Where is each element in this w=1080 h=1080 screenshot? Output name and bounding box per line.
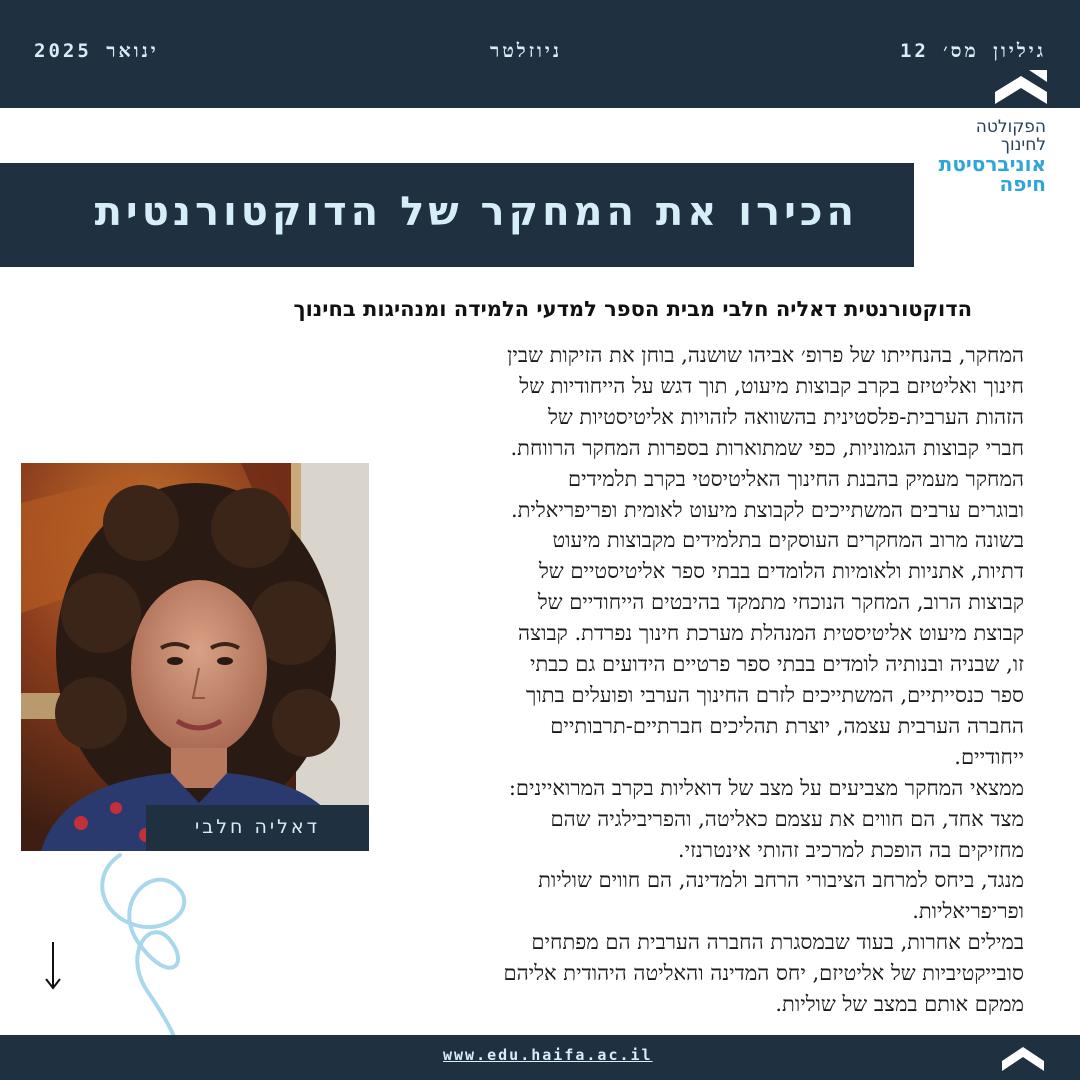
top-header-bar xyxy=(0,0,1080,108)
body-line: דתיות, אתניות ולאומיות הלומדים בבתי ספר אליטיסטיים של xyxy=(538,559,1024,584)
chevron-up-icon xyxy=(995,70,1047,104)
body-line: המחקר, בהנחייתו של פרופ׳ אביהו שושנה, בוחן את הזיקות שבין xyxy=(507,343,1024,367)
decorative-swirl xyxy=(80,845,220,1055)
article-subtitle: הדוקטורנטית דאליה חלבי מבית הספר למדעי הלמידה ומנהיגות בחינוך xyxy=(293,297,972,321)
body-line: מחזיקים בה הופכת למרכיב זהותי אינטרנזי. xyxy=(677,837,1024,862)
body-line: החברה הערבית עצמה, יוצרת תהליכים חברתיים-תרבותיים xyxy=(550,713,1024,738)
university-name-line1: אוניברסיטת xyxy=(938,152,1046,176)
portrait-photo xyxy=(21,463,369,851)
photo-caption-text: דאליה חלבי xyxy=(194,816,321,838)
body-line: המחקר מעמיק בהבנת החינוך האליטיסטי בקרב תלמידים xyxy=(567,466,1024,491)
body-line: במילים אחרות, בעוד שבמסגרת החברה הערבית הם מפתחים xyxy=(531,930,1024,955)
body-line: קבוצות הרוב, המחקר הנוכחי מתמקד בהיבטים הייחודיים של xyxy=(537,590,1024,615)
newsletter-label: ניוזלטר xyxy=(490,40,563,62)
article-body xyxy=(394,340,1024,1020)
body-line: ובוגרים ערבים המשתייכים לקבוצת מיעוט לאומית ופריפריאלית. xyxy=(510,497,1024,522)
faculty-name-line2: לחינוך xyxy=(1000,135,1046,155)
body-line: סובייקטיביות של אליטיזם, יחס המדינה והאליטה היהודית אליהם xyxy=(503,961,1024,986)
footer-bar xyxy=(0,1035,1080,1080)
faculty-name-line1: הפקולטה xyxy=(975,117,1046,137)
body-line: ופריפריאליות. xyxy=(912,899,1024,924)
body-line: מנגד, ביחס למרחב הציבורי הרחב ולמדינה, הם חווים שוליות xyxy=(538,868,1024,893)
body-line: זו, שבניה ובנותיה לומדים בבתי ספר פרטיים הידועים גם כבתי xyxy=(529,652,1024,677)
body-line: מצד אחד, הם חווים את עצמם כאליטה, והפריבילגיה שהם xyxy=(550,806,1024,831)
arrow-down-icon xyxy=(42,942,64,992)
university-name-line2: חיפה xyxy=(999,172,1046,196)
issue-date: ינואר 2025 xyxy=(34,40,159,62)
body-line: בשונה מרוב המחקרים העוסקים בתלמידים מקבוצות מיעוט xyxy=(552,528,1024,553)
body-line: ממקם אותם במצב של שוליות. xyxy=(775,992,1024,1017)
body-line: חינוך ואליטיזם בקרב קבוצות מיעוט, תוך דגש על הייחודיות של xyxy=(519,373,1024,398)
page-title: הכירו את המחקר של הדוקטורנטית xyxy=(94,189,858,235)
issue-number: גיליון מס׳ 12 xyxy=(899,40,1046,62)
body-line: ייחודיים. xyxy=(954,744,1024,769)
chevron-up-icon xyxy=(1002,1043,1044,1071)
body-line: ספר כנסייתיים, המשתייכים לזרם החינוך הערבי ופועלים בתוך xyxy=(526,682,1024,707)
university-logo xyxy=(906,118,1046,194)
body-line: קבוצת מיעוט אליטיסטית המנהלת מערכת חינוך נפרדת. קבוצה xyxy=(517,621,1024,646)
title-band xyxy=(0,163,914,267)
website-link[interactable]: www.edu.haifa.ac.il xyxy=(443,1046,653,1064)
body-line: ממצאי המחקר מצביעים על מצב של דואליות בקרב המרואיינים: xyxy=(508,775,1024,800)
body-line: הזהות הערבית-פלסטינית בהשוואה לזהויות אליטיסטיות של xyxy=(548,404,1024,429)
body-line: חברי קבוצות הגמוניות, כפי שמתוארות בספרות המחקר הרווחת. xyxy=(510,435,1024,460)
